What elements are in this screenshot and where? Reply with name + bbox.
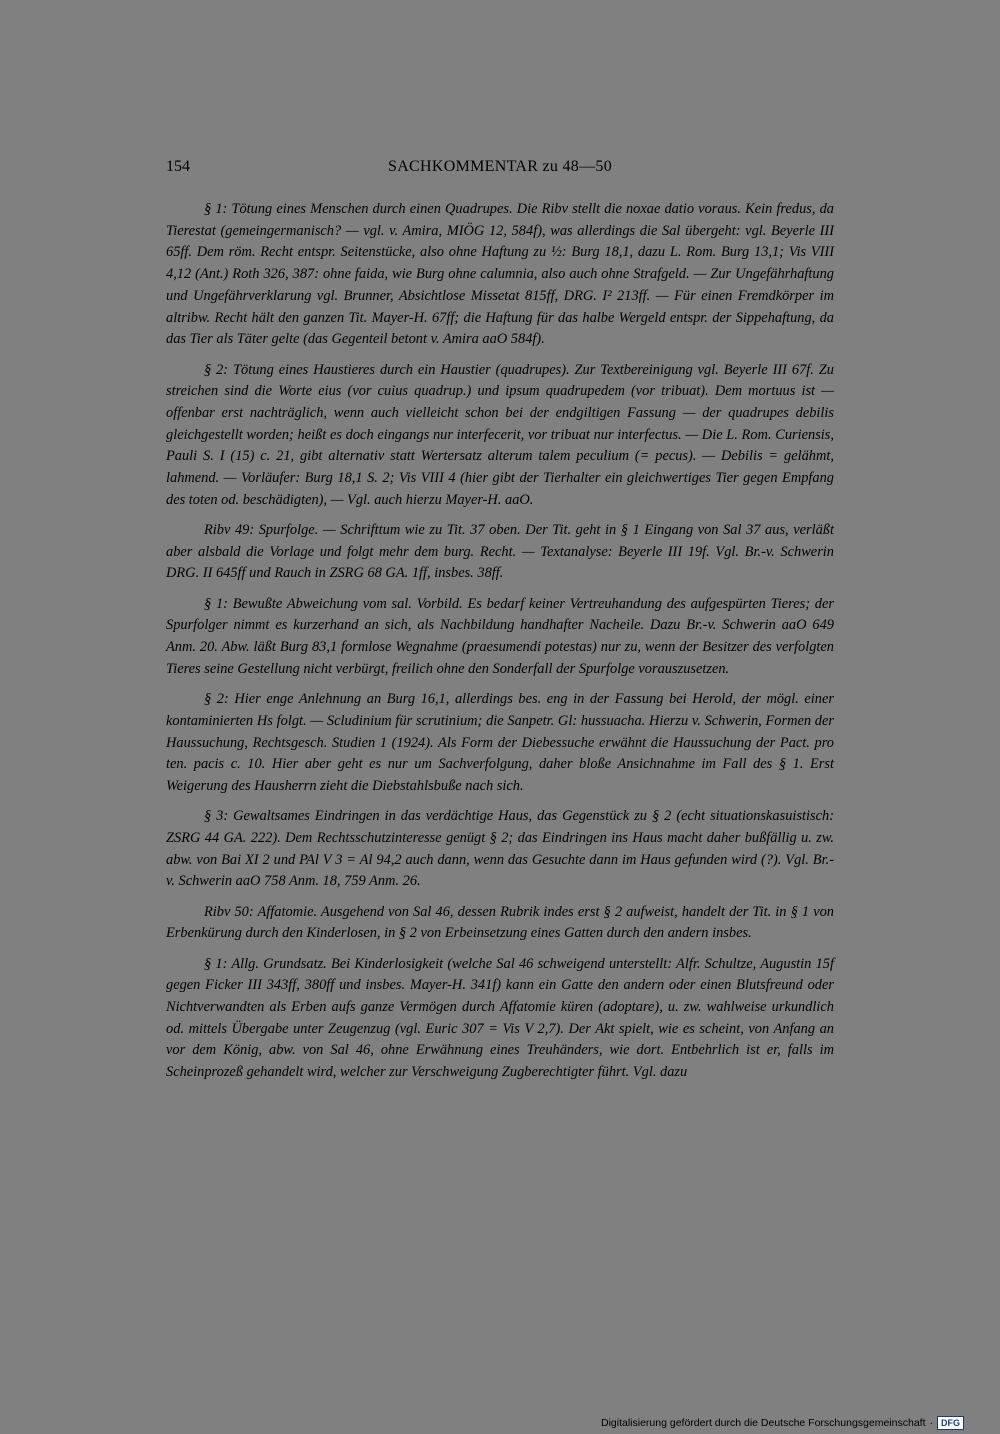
paragraph-2: § 2: Tötung eines Haustieres durch ein Haustier (quadrupes). Zur Textbereinigung vgl. Beyerle III 67f. Zu streichen sind die Worte eius (vor cuius quadrup.) und ipsum quadrupedem (vor tribuat). Dem mortuus ist — offenbar erst nachträglich, wenn auch vielleicht schon bei der endgiltigen Fassung — der quadrupes debilis gleichgestellt worden; heißt es doch eingangs nur interfecerit, vor tribuat nur interfectus. — Die L. Rom. Curiensis, Pauli S. I (15) c. 21, gibt alternativ statt Wertersatz alterum talem peculium (= pecus). — Debilis = gelähmt, lahmend. — Vorläufer: Burg 18,1 S. 2; Vis VIII 4 (hier gibt der Tierhalter ein gleichwertiges Tier gegen Empfang des toten od. beschädigten), — Vgl. auch hierzu Mayer-H. aaO. (166, 361, 834, 508)
paragraph-6: § 3: Gewaltsames Eindringen in das verdächtige Haus, das Gegenstück zu § 2 (echt situationskasuistisch: ZSRG 44 GA. 222). Dem Rechtsschutzinteresse genügt § 2; das Eindringen ins Haus macht daher bußfällig u. zw. abw. von Bai XI 2 und PAl V 3 = Al 94,2 auch dann, wenn das Gesuchte dann im Haus gefunden wird (?). Vgl. Br.-v. Schwerin aaO 758 Anm. 18, 759 Anm. 26. (166, 808, 834, 890)
paragraph-4: § 1: Bewußte Abweichung vom sal. Vorbild. Es bedarf keiner Vertreuhandung des aufgespürten Tieres; der Spurfolger nimmt es kurzerhand an sich, als Nachbildung handhafter Nacheile. Dazu Br.-v. Schwerin aaO 649 Anm. 20. Abw. läßt Burg 83,1 formlose Wegnahme (praesumendi potestas) nur zu, wenn der Besitzer des verfolgten Tieres seine Gestellung nicht verbürgt, freilich ohne den Sonderfall der Spurfolge vorauszusetzen. (166, 595, 834, 677)
page-header (166, 158, 834, 178)
paragraph-8: § 1: Allg. Grundsatz. Bei Kinderlosigkeit (welche Sal 46 schweigend unterstellt: Alfr. Schultze, Augustin 15f gegen Ficker III 343ff, 380ff und insbes. Mayer-H. 341f) kann ein Gatte den andern oder einen Blutsfreund oder Nichtverwandten als Erben aufs ganze Vermögen durch Affatomie küren (adoptare), u. zw. wahlweise urkundlich od. mittels Übergabe unter Zeugenzug (vgl. Euric 307 = Vis V 2,7). Der Akt spielt, wie es scheint, von Anfang an vor dem König, abw. von Sal 46, ohne Erwähnung eines Treuhänders, wie dort. Entbehrlich ist er, falls im Scheinprozeß gehandelt wird, welcher zur Verschweigung Zugberechtigter führt. Vgl. dazu (166, 955, 834, 1081)
paragraph-3: Ribv 49: Spurfolge. — Schrifttum wie zu Tit. 37 oben. Der Tit. geht in § 1 Eingang von Sal 37 aus, verläßt aber alsbald die Vorlage und folgt mehr dem burg. Recht. — Textanalyse: Beyerle III 19f. Vgl. Br.-v. Schwerin DRG. II 645ff und Rauch in ZSRG 68 GA. 1ff, insbes. 38ff. (166, 522, 834, 582)
page-number: 154 (166, 158, 190, 175)
paragraph-7: Ribv 50: Affatomie. Ausgehend von Sal 46, dessen Rubrik indes erst § 2 aufweist, handelt der Tit. in § 1 von Erbenkürung durch den Kinderlosen, in § 2 von Erbeinsetzung eines Gatten durch den andern insbes. (166, 903, 834, 942)
running-head: SACHKOMMENTAR zu 48—50 (388, 158, 612, 175)
credit-text: Digitalisierung gefördert durch die Deutsche Forschungsgemeinschaft (600, 1417, 926, 1429)
commentary-body (166, 199, 834, 1092)
digitization-credit: Digitalisierung gefördert durch die Deutsche Forschungsgemeinschaft · DFG (601, 1416, 964, 1430)
paragraph-5: § 2: Hier enge Anlehnung an Burg 16,1, allerdings bes. eng in der Fassung bei Herold, der mögl. einer kontaminierten Hs folgt. — Scludinium für scrutinium; die Sanpetr. Gl: hussuacha. Hierzu v. Schwerin, Formen der Haussuchung, Rechtsgesch. Studien 1 (1924). Als Form der Diebessuche erwähnt die Haussuchung der Pact. pro ten. pacis c. 10. Hier aber geht es nur um Sachverfolgung, daher bloße Ansichnahme im Fall des § 1. Erst Weigerung des Hausherrn zieht die Diebstahlsbuße nach sich. (166, 691, 834, 794)
dfg-logo: DFG (937, 1416, 964, 1430)
paragraph-1: § 1: Tötung eines Menschen durch einen Quadrupes. Die Ribv stellt die noxae datio voraus. Kein fredus, da Tierestat (gemeingermanisch? — vgl. v. Amira, MIÖG 12, 584f), was allerdings die Sal übergeht: vgl. Beyerle III 65ff. Dem röm. Recht entspr. Seitenstücke, also ohne Haftung zu ½: Burg 18,1, dazu L. Rom. Burg 13,1; Vis VIII 4,12 (Ant.) Roth 326, 387: ohne faida, wie Burg ohne calumnia, also auch ohne Strafgeld. — Zur Ungefährhaftung und Ungefährverklarung vgl. Brunner, Absichtlose Missetat 815ff, DRG. I² 213ff. — Für einen Fremdkörper im altribw. Recht hält den ganzen Tit. Mayer-H. 67ff; die Haftung für das halbe Wergeld entspr. der Sippehaftung, da das Tier als Täter gelte (das Gegenteil betont v. Amira aaO 584f). (166, 201, 834, 348)
